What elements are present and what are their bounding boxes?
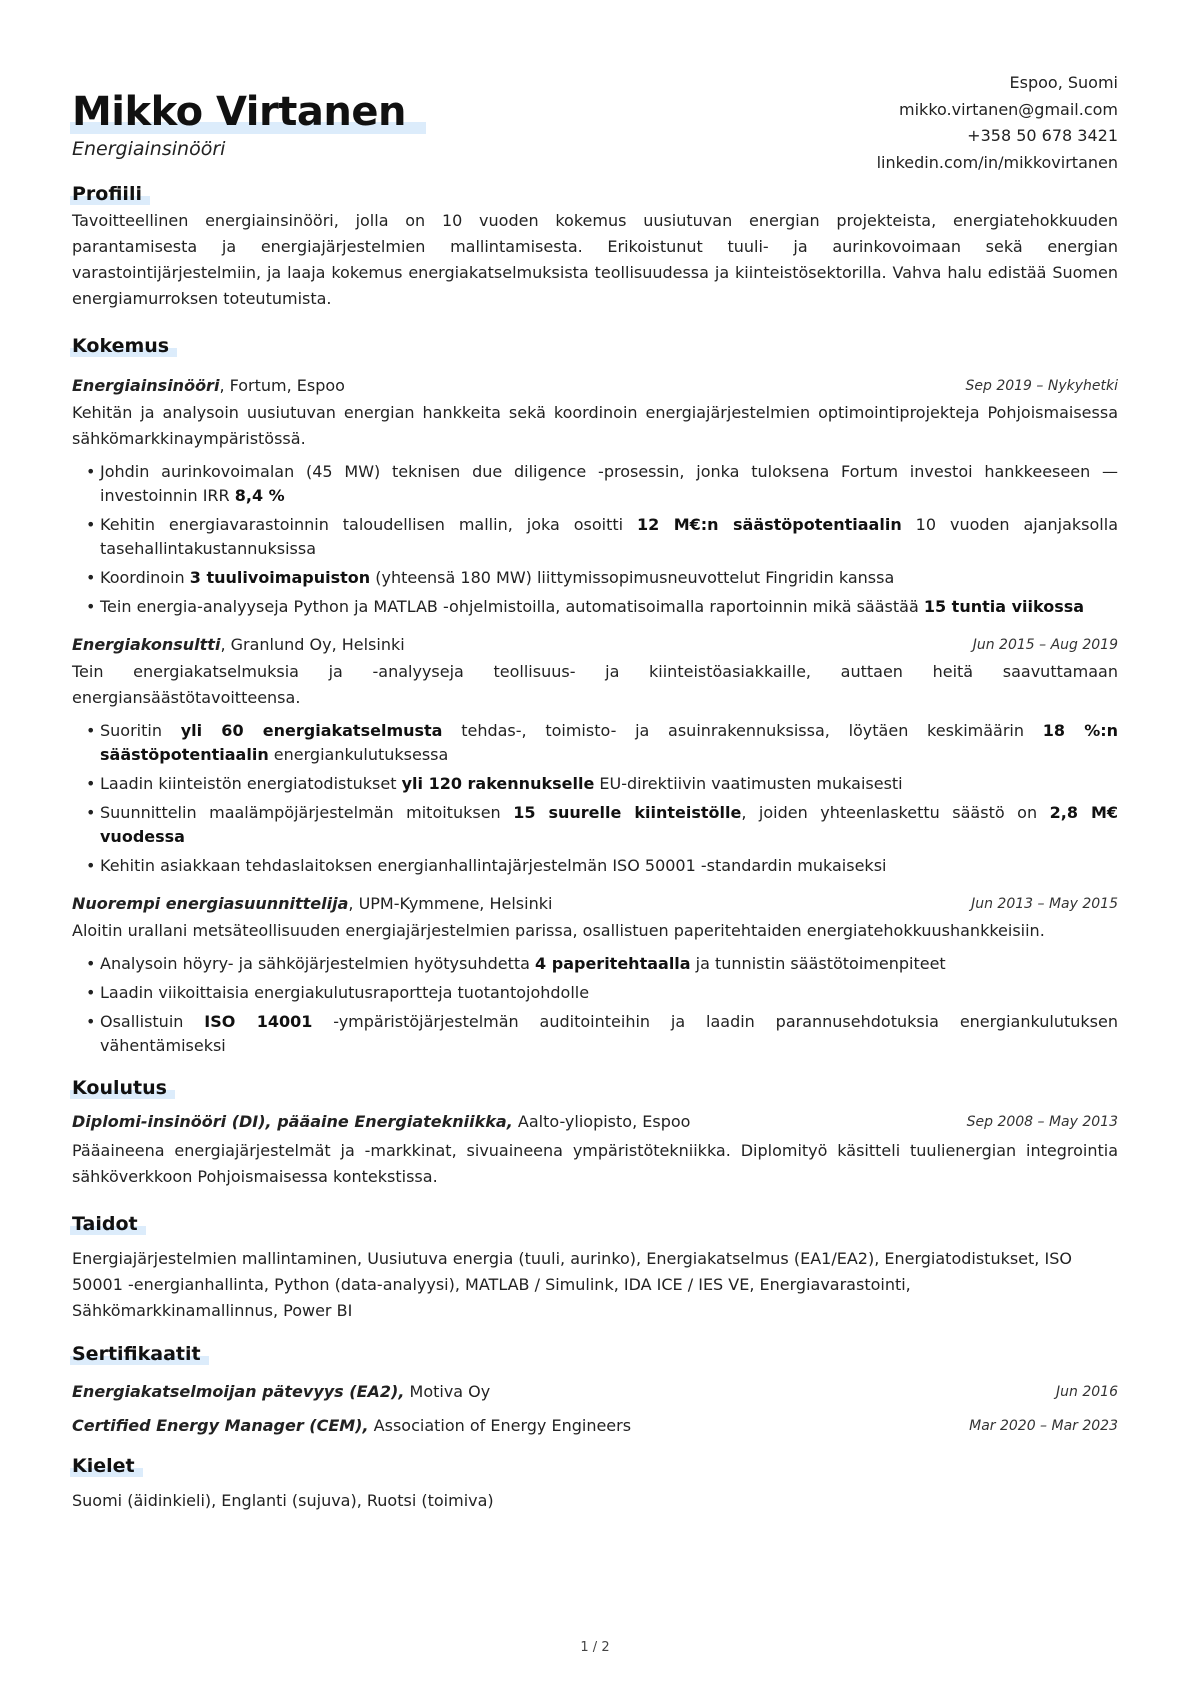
bullet-icon: •: [86, 721, 96, 740]
achievement-item: [72, 952, 1118, 976]
education-entry-head: [72, 1110, 1118, 1134]
skills-heading: Taidot: [72, 1213, 138, 1235]
job-summary: Kehitän ja analysoin uusiutuvan energian hankkeita sekä koordinoin energiajärjestelmien optimointiprojekteja Pohjoismaisessa sähkömarkkinaympäristössä.: [72, 403, 1118, 448]
job-date: Sep 2019 – Nykyhetki: [965, 378, 1118, 394]
certification-date: Mar 2020 – Mar 2023: [969, 1418, 1118, 1434]
achievement-item: [72, 595, 1118, 619]
highlighted-metric: 8,4 %: [234, 486, 285, 505]
bullet-icon: •: [86, 856, 96, 875]
job-header: [72, 892, 1118, 916]
certification-date: Jun 2016: [1056, 1384, 1118, 1400]
job-title: Energiainsinööri: [72, 138, 226, 160]
achievement-item: [72, 566, 1118, 590]
achievement-text: Tein energia-analyyseja Python ja MATLAB -ohjelmistoilla, automatisoimalla raportoinnin mikä säästää: [100, 597, 924, 616]
languages-section: [72, 1454, 1118, 1514]
degree: Diplomi-insinööri (DI), pääaine Energiatekniikka,: [72, 1112, 513, 1131]
name-block: [72, 88, 406, 136]
highlighted-metric: 15 tuntia viikossa: [923, 597, 1085, 616]
job-header: [72, 374, 1118, 398]
resume-header: [72, 68, 1118, 178]
certifications-heading-wrap: [72, 1342, 201, 1366]
highlighted-metric: 12 M€:n säästöpotentiaalin: [637, 515, 902, 534]
job-company: , Granlund Oy, Helsinki: [220, 635, 405, 654]
highlighted-metric: yli 60 energiakatselmusta: [180, 721, 443, 740]
skills-section: [72, 1212, 1118, 1324]
bullet-icon: •: [86, 774, 96, 793]
job-company: , UPM-Kymmene, Helsinki: [348, 894, 553, 913]
certification-issuer: Motiva Oy: [404, 1382, 491, 1401]
skills-text: Energiajärjestelmien mallintaminen, Uusiutuva energia (tuuli, aurinko), Energiakatselmus (EA1/EA2), Energiatodistukset, ISO 50001 -energianhallinta, Python (data-analyysi), MATLAB / Simulink, IDA ICE / IES VE, Energiavarastointi, Sähkömarkkinamallinnus, Power BI: [72, 1249, 1072, 1320]
job-company: , Fortum, Espoo: [219, 376, 345, 395]
certification-name: Energiakatselmoijan pätevyys (EA2),: [72, 1382, 405, 1401]
job-date: Jun 2015 – Aug 2019: [972, 637, 1118, 653]
bullet-icon: •: [86, 983, 96, 1002]
achievement-text: Laadin kiinteistön energiatodistukset: [100, 774, 402, 793]
job-achievements: [72, 719, 1118, 878]
bullet-icon: •: [86, 954, 96, 973]
achievement-text: Kehitin asiakkaan tehdaslaitoksen energianhallintajärjestelmän ISO 50001 -standardin mukaiseksi: [100, 856, 887, 875]
bullet-icon: •: [86, 462, 96, 481]
contact-linkedin[interactable]: linkedin.com/in/mikkovirtanen: [876, 152, 1118, 172]
experience-heading-wrap: [72, 334, 169, 358]
page-number: 1 / 2: [580, 1640, 610, 1655]
certification-name: Certified Energy Manager (CEM),: [72, 1416, 369, 1435]
achievement-text: Osallistuin: [100, 1012, 205, 1031]
highlighted-metric: 2,8 M€ vuodessa: [100, 803, 1119, 846]
bullet-icon: •: [86, 1012, 96, 1031]
highlighted-metric: ISO 14001: [204, 1012, 313, 1031]
achievement-text: 10 vuoden ajanjaksolla tasehallintakustannuksissa: [100, 515, 1119, 558]
certification-issuer: Association of Energy Engineers: [368, 1416, 632, 1435]
achievement-text: EU-direktiivin vaatimusten mukaisesti: [594, 774, 903, 793]
job-summary: Tein energiakatselmuksia ja -analyyseja teollisuus- ja kiinteistöasiakkaille, auttaen heitä saavuttamaan energiansäästötavoitteensa.: [72, 662, 1118, 707]
languages-heading: Kielet: [72, 1455, 135, 1477]
profile-heading-wrap: [72, 182, 142, 206]
experience-heading: Kokemus: [72, 335, 170, 357]
achievement-item: [72, 801, 1118, 849]
achievement-text: (yhteensä 180 MW) liittymissopimusneuvottelut Fingridin kanssa: [370, 568, 895, 587]
job-entry: [72, 633, 1118, 878]
education-text: Pääaineena energiajärjestelmät ja -markkinat, sivuaineena ympäristötekniikka. Diplomityö käsitteli tuulienergian integrointia sähköverkkoon Pohjoismaisessa kontekstissa.: [72, 1141, 1118, 1186]
achievement-text: , joiden yhteenlaskettu säästö on: [741, 803, 1050, 822]
bullet-icon: •: [86, 597, 96, 616]
education-date: Sep 2008 – May 2013: [966, 1114, 1118, 1130]
job-list: [72, 374, 1118, 1058]
bullet-icon: •: [86, 803, 96, 822]
bullet-icon: •: [86, 515, 96, 534]
achievement-item: [72, 854, 1118, 878]
achievement-item: [72, 513, 1118, 561]
education-heading-wrap: [72, 1076, 167, 1100]
job-role: Energiainsinööri: [72, 376, 220, 395]
achievement-text: Kehitin energiavarastoinnin taloudellisen mallin, joka osoitti: [100, 515, 638, 534]
job-achievements: [72, 460, 1118, 619]
job-role: Nuorempi energiasuunnittelija: [72, 894, 349, 913]
job-header: [72, 633, 1118, 657]
profile-text: Tavoitteellinen energiainsinööri, jolla on 10 vuoden kokemus uusiutuvan energian projekteista, energiatehokkuuden parantamisesta ja energiajärjestelmien mallintamisesta. Erikoistunut tuuli- ja aurinkovoimaan sekä energian varastointijärjestelmiin, ja laaja kokemus energiakatselmuksista teollisuudessa ja kiinteistösektorilla. Vahva halu edistää Suomen energiamurroksen toteutumista.: [72, 211, 1118, 308]
contact-phone: +358 50 678 3421: [967, 126, 1118, 145]
contact-block: [877, 70, 1118, 176]
achievement-text: Laadin viikoittaisia energiakulutusraportteja tuotantojohdolle: [100, 983, 590, 1002]
highlighted-metric: yli 120 rakennukselle: [401, 774, 595, 793]
resume-page: [72, 68, 1118, 1514]
profile-section: [72, 182, 1118, 312]
achievement-item: [72, 460, 1118, 508]
profile-heading: Profiili: [72, 183, 142, 205]
job-date: Jun 2013 – May 2015: [971, 896, 1118, 912]
education-heading: Koulutus: [72, 1077, 167, 1099]
candidate-name: Mikko Virtanen: [72, 89, 406, 135]
highlighted-metric: 4 paperitehtaalla: [535, 954, 691, 973]
achievement-text: tehdas-, toimisto- ja asuinrakennuksissa, löytäen keskimäärin: [442, 721, 1043, 740]
highlighted-metric: 18 %:n säästöpotentiaalin: [100, 721, 1119, 764]
certification-item: [72, 1380, 1118, 1404]
achievement-text: ja tunnistin säästötoimenpiteet: [690, 954, 946, 973]
job-summary: Aloitin urallani metsäteollisuuden energiajärjestelmien parissa, osallistuen paperitehtaiden energiatehokkuushankkeisiin.: [72, 921, 1045, 940]
achievement-text: Suoritin: [100, 721, 181, 740]
languages-heading-wrap: [72, 1454, 135, 1478]
achievement-text: Suunnittelin maalämpöjärjestelmän mitoituksen: [100, 803, 514, 822]
achievement-item: [72, 719, 1118, 767]
job-achievements: [72, 952, 1118, 1058]
achievement-item: [72, 772, 1118, 796]
job-role: Energiakonsultti: [72, 635, 221, 654]
achievement-text: Johdin aurinkovoimalan (45 MW) teknisen due diligence -prosessin, jonka tuloksena Fortum investoi hankkeeseen — investoinnin IRR: [100, 462, 1118, 505]
achievement-text: -ympäristöjärjestelmän auditointeihin ja laadin parannusehdotuksia energiankulutuksen vähentämiseksi: [100, 1012, 1118, 1055]
highlighted-metric: 15 suurelle kiinteistölle: [513, 803, 742, 822]
achievement-text: Koordinoin: [100, 568, 190, 587]
bullet-icon: •: [86, 568, 96, 587]
skills-heading-wrap: [72, 1212, 138, 1236]
job-entry: [72, 374, 1118, 619]
highlighted-metric: 3 tuulivoimapuiston: [189, 568, 371, 587]
certification-item: [72, 1414, 1118, 1438]
contact-email[interactable]: mikko.virtanen@gmail.com: [899, 99, 1118, 119]
certifications-section: [72, 1342, 1118, 1438]
education-section: [72, 1076, 1118, 1190]
school: Aalto-yliopisto, Espoo: [512, 1112, 691, 1131]
achievement-text: energiankulutuksessa: [268, 745, 449, 764]
job-entry: [72, 892, 1118, 1058]
languages-text: Suomi (äidinkieli), Englanti (sujuva), Ruotsi (toimiva): [72, 1491, 494, 1510]
contact-location: Espoo, Suomi: [1009, 73, 1118, 92]
achievement-item: [72, 981, 1118, 1005]
experience-section: [72, 334, 1118, 1058]
achievement-item: [72, 1010, 1118, 1058]
achievement-text: Analysoin höyry- ja sähköjärjestelmien hyötysuhdetta: [100, 954, 536, 973]
certifications-heading: Sertifikaatit: [72, 1343, 201, 1365]
